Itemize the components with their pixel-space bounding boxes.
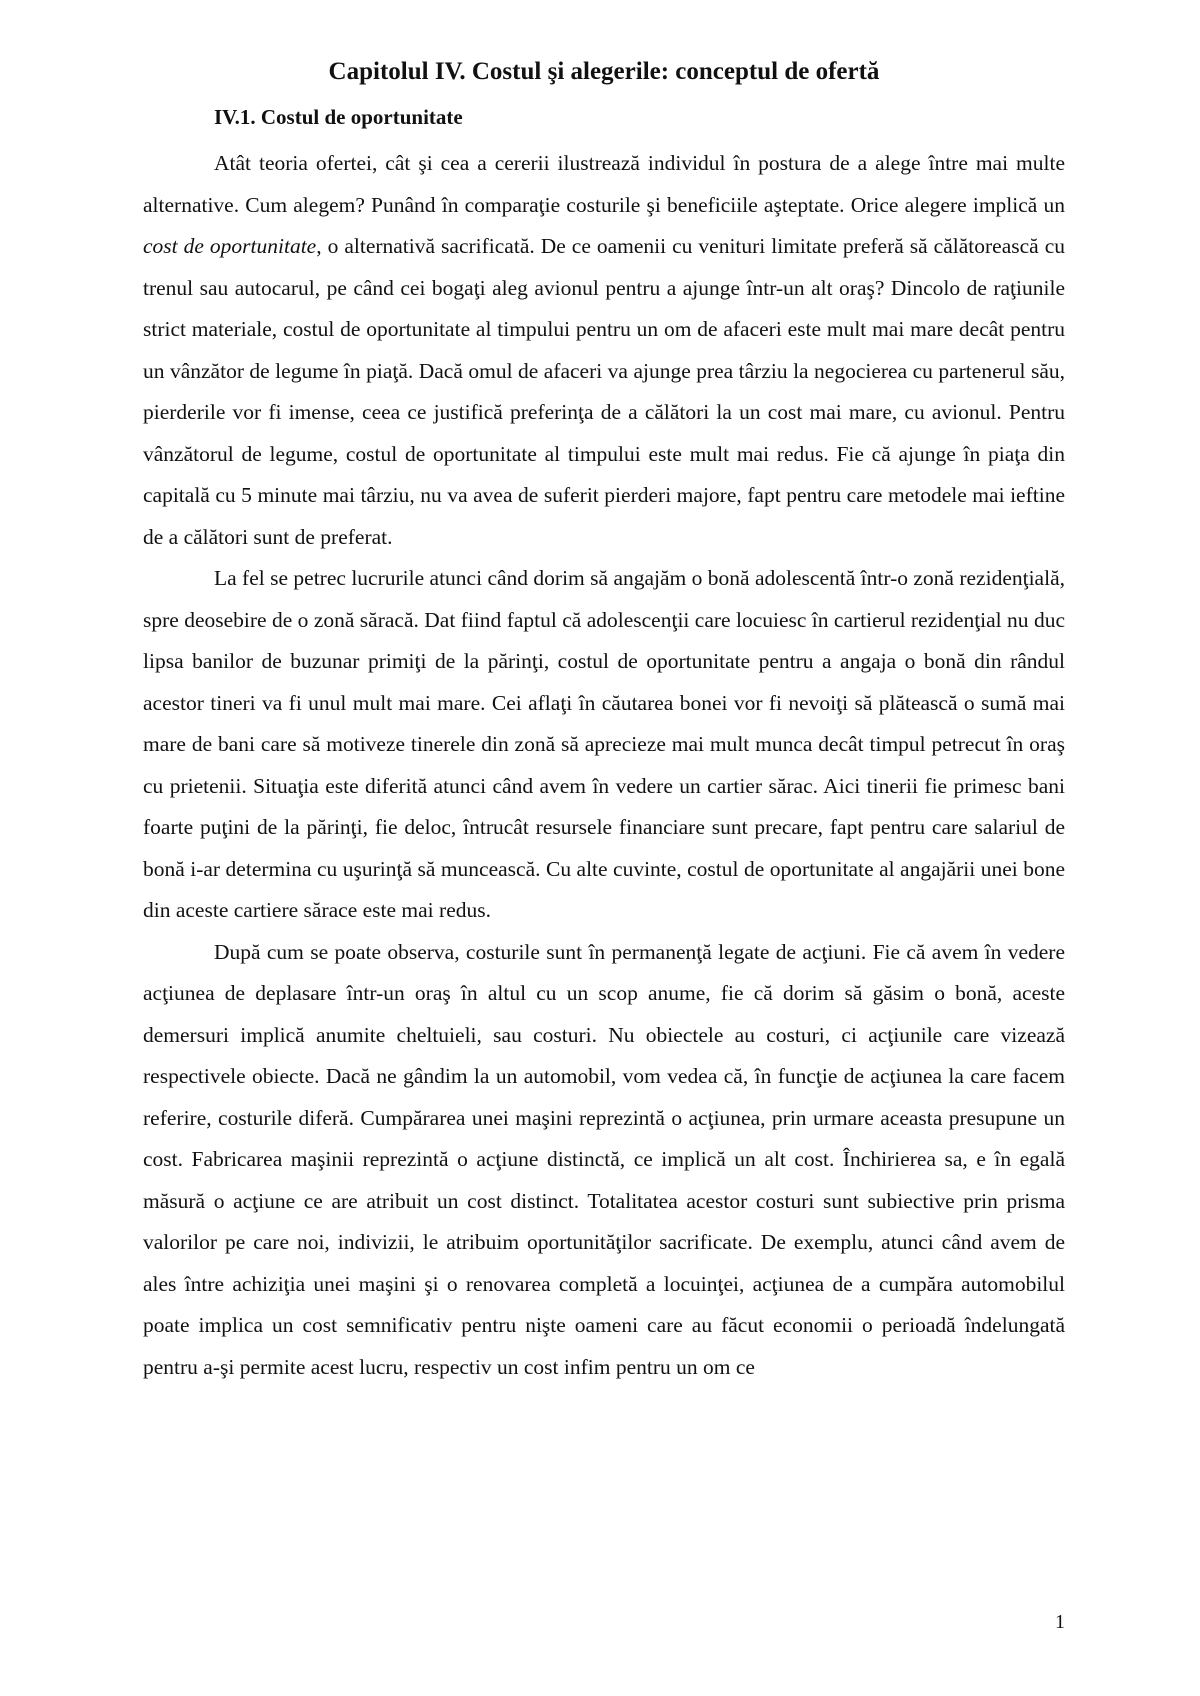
paragraph-1-before: Atât teoria ofertei, cât şi cea a cererii ilustrează individul în postura de a alege între mai multe alternative. Cum alegem? Punând în comparaţie costurile şi beneficiile aşteptate. Orice alegere implică un [143, 151, 1065, 217]
section-title: IV.1. Costul de oportunitate [214, 105, 463, 129]
paragraph-2: La fel se petrec lucrurile atunci când dorim să angajăm o bonă adolescentă într-o zonă rezidenţială, spre deosebire de o zonă săracă. Dat fiind faptul că adolescenţii care locuiesc în cartierul rezidenţial nu duc lipsa banilor de buzunar primiţi de la părinţi, costul de oportunitate pentru a angaja o bonă din rândul acestor tineri va fi unul mult mai mare. Cei aflaţi în căutarea bonei vor fi nevoiţi să plătească o sumă mai mare de bani care să motiveze tinerele din zonă să aprecieze mai mult munca decât timpul petrecut în oraş cu prietenii. Situaţia este diferită atunci când avem în vedere un cartier sărac. Aici tinerii fie primesc bani foarte puţini de la părinţi, fie deloc, întrucât resursele financiare sunt precare, fapt pentru care salariul de bonă i-ar determina cu uşurinţă să muncească. Cu alte cuvinte, costul de oportunitate al angajării unei bone din aceste cartiere sărace este mai redus. [143, 566, 1065, 922]
paragraph-1 [143, 143, 1065, 558]
chapter-title: Capitolul IV. Costul şi alegerile: conceptul de ofertă [328, 58, 880, 85]
body-text [143, 143, 1065, 1388]
page-number: 1 [1055, 1611, 1065, 1633]
paragraph-3: După cum se poate observa, costurile sunt în permanenţă legate de acţiuni. Fie că avem în vedere acţiunea de deplasare într-un oraş în altul cu un scop anume, fie că dorim să găsim o bonă, aceste demersuri implică anumite cheltuieli, sau costuri. Nu obiectele au costuri, ci acţiunile care vizează respectivele obiecte. Dacă ne gândim la un automobil, vom vedea că, în funcţie de acţiunea la care facem referire, costurile diferă. Cumpărarea unei maşini reprezintă o acţiunea, prin urmare aceasta presupune un cost. Fabricarea maşinii reprezintă o acţiune distinctă, ce implică un alt cost. Închirierea sa, e în egală măsură o acţiune ce are atribuit un cost distinct. Totalitatea acestor costuri sunt subiective prin prisma valorilor pe care noi, indivizii, le atribuim oportunităţilor sacrificate. De exemplu, atunci când avem de ales între achiziţia unei maşini şi o renovarea completă a locuinţei, acţiunea de a cumpăra automobilul poate implica un cost semnificativ pentru nişte oameni care au făcut economii o perioadă îndelungată pentru a-şi permite acest lucru, respectiv un cost infim pentru un om ce [143, 939, 1065, 1379]
term-emphasis: cost de oportunitate [143, 234, 317, 258]
paragraph-1-after: , o alternativă sacrificată. De ce oamenii cu venituri limitate preferă să călătorească cu trenul sau autocarul, pe când cei bogaţi aleg avionul pentru a ajunge într-un alt oraş? Dincolo de raţiunile strict materiale, costul de oportunitate al timpului pentru un om de afaceri este mult mai mare decât pentru un vânzător de legume în piaţă. Dacă omul de afaceri va ajunge prea târziu la negocierea cu partenerul său, pierderile vor fi imense, ceea ce justifică preferinţa de a călători la un cost mai mare, cu avionul. Pentru vânzătorul de legume, costul de oportunitate al timpului este mult mai redus. Fie că ajunge în piaţa din capitală cu 5 minute mai târziu, nu va avea de suferit pierderi majore, fapt pentru care metodele mai ieftine de a călători sunt de preferat. [143, 234, 1065, 549]
